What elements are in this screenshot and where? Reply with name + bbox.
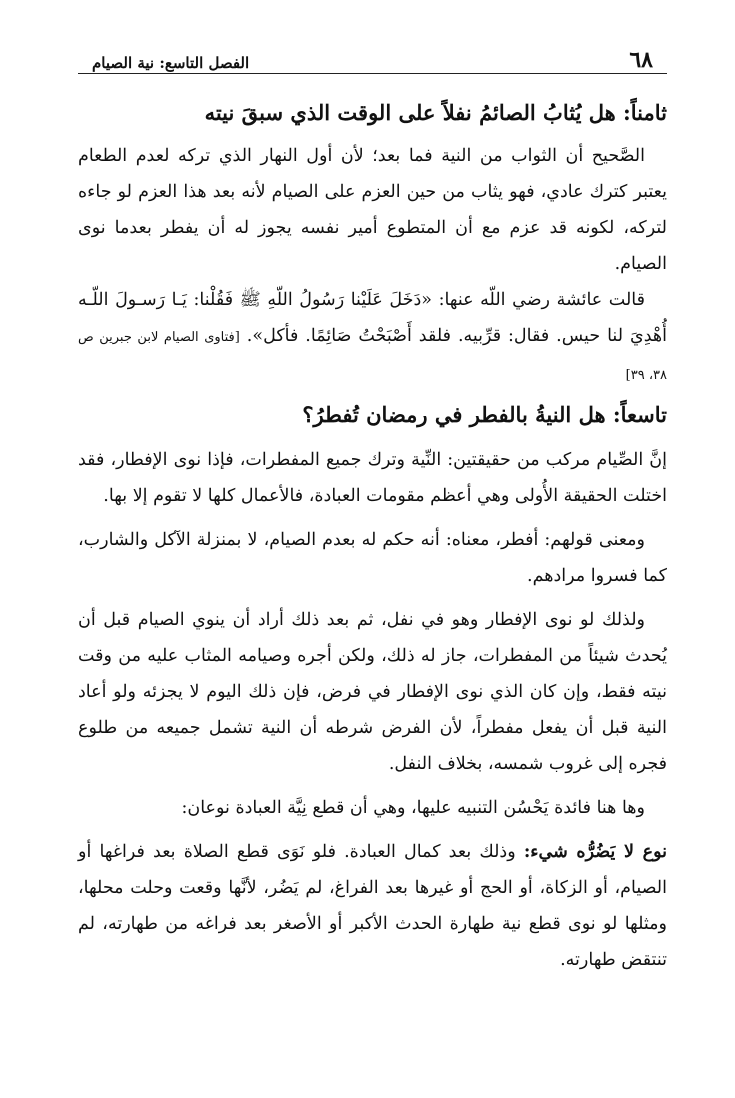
paragraph-body: وذلك بعد كمال العبادة. فلو نَوَى قطع الصلاة بعد فراغها أو الصيام، أو الزكاة، أو الحج أو غيرها بعد الفراغ، لم يَضُر، لأنَّها وقعت وحلت محلها، ومثلها لو نوى قطع نية طهارة الحدث الأكبر أو الأصغر بعد فراغه من طهارته، لم تنتقض طهارته. — [78, 842, 667, 970]
section-9-paragraph-4: وها هنا فائدة يَحْسُن التنبيه عليها، وهي أن قطع نِيَّة العبادة نوعان: — [181, 798, 645, 818]
section-8-paragraph-1: الصَّحيح أن الثواب من النية فما بعد؛ لأن أول النهار الذي تركه لعدم الطعام يعتبر كترك عادي، فهو يثاب من حين العزم على الصيام لأنه بعد هذا العزم لو جاءه لتركه، لكونه قد عزم مع أن المتطوع أمير نفسه يجوز له أن يفطر بعدما نوى الصيام. — [78, 146, 667, 274]
section-9-paragraph-2: ومعنى قولهم: أفطر، معناه: أنه حكم له بعدم الصيام، لا بمنزلة الآكل والشارب، كما فسروا مرادهم. — [78, 530, 667, 586]
source-reference: [فتاوى الصيام لابن جبرين ص ٣٨، ٣٩] — [78, 330, 667, 383]
page-number: ٦٨ — [629, 47, 653, 73]
section-9-paragraph-3: ولذلك لو نوى الإفطار وهو في نفل، ثم بعد ذلك أراد أن ينوي الصيام قبل أن يُحدث شيئاً من المفطرات، جاز له ذلك، ولكن أجره وصيامه المثاب عليه من وقت نيته فقط، وإن كان الذي نوى الإفطار في فرض، فإن ذلك اليوم لا يجزئه ولو أعاد النية قبل أن يفعل مفطراً، لأن الفرض شرطه أن النية تشمل جميعه من طلوع فجره إلى غروب شمسه، بخلاف النفل. — [78, 610, 667, 774]
section-8-paragraph-2 — [78, 282, 667, 394]
section-9-paragraph-5 — [78, 834, 667, 978]
chapter-title: الفصل التاسع: نية الصيام — [92, 54, 250, 72]
paragraph-lead-term: نوع لا يَضُرُّه شيء: — [523, 842, 667, 862]
hadith-text: قالت عائشة رضي اللّه عنها: «دَخَلَ عَلَيْنا رَسُولُ اللّهِ ﷺ فَقُلْنا: يَـا رَسـولَ اللّـه أُهْدِيَ لنا حيس. فقال: قرِّبيه. فلقد أَصْبَحْتُ صَائِمًا. فأكل». — [78, 290, 667, 346]
section-9-heading: تاسعاً: هل النيةُ بالفطر في رمضان تُفطرُ؟ — [302, 402, 667, 427]
section-8-heading: ثامناً: هل يُثابُ الصائمُ نفلاً على الوقت الذي سبقَ نيته — [204, 100, 667, 125]
running-head — [78, 44, 667, 74]
section-9-paragraph-1: إنَّ الصِّيام مركب من حقيقتين: النِّية وترك جميع المفطرات، فإذا نوى الإفطار، فقد اختلت الحقيقة الأُولى وهي أعظم مقومات العبادة، فالأعمال كلها لا تقوم إلا بها. — [78, 450, 667, 506]
